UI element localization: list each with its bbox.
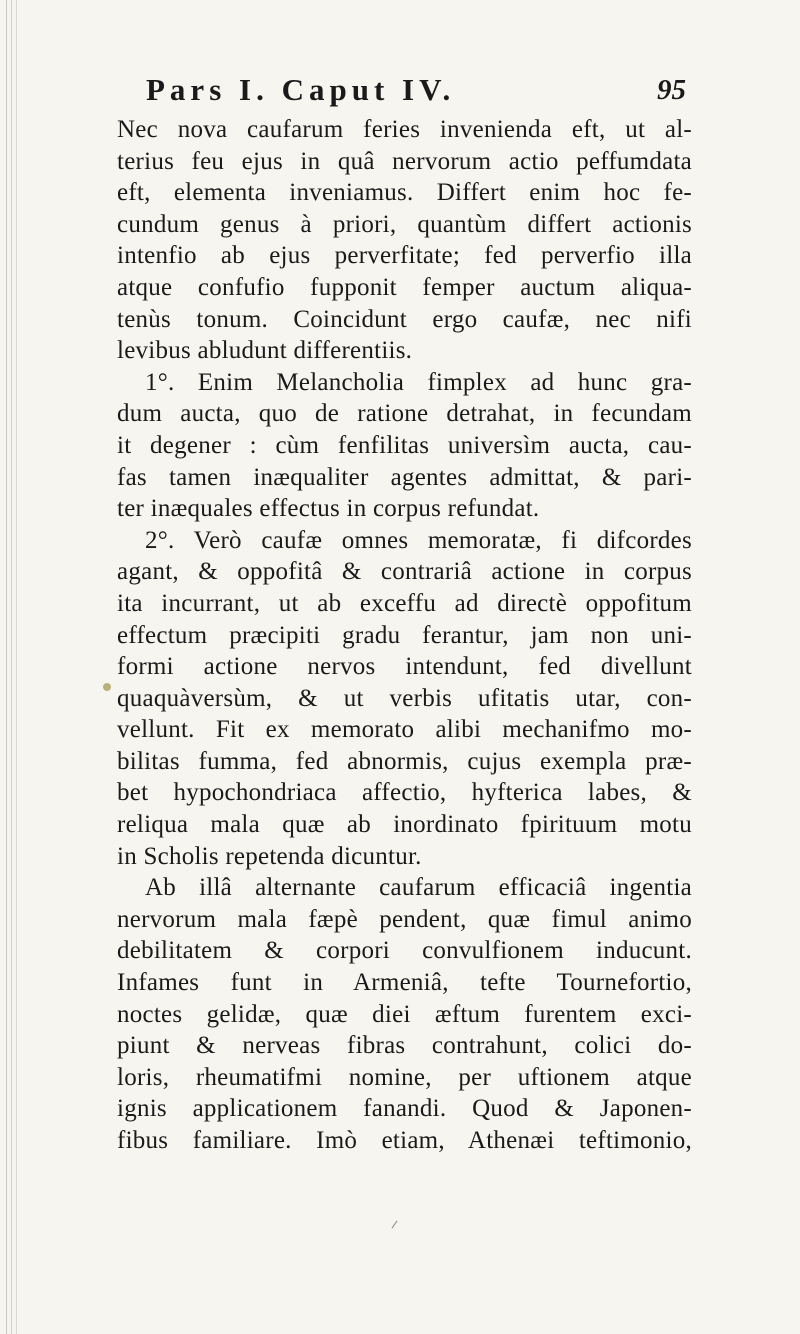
text-line: in Scholis repetenda dicuntur. — [117, 842, 422, 870]
text-line: piunt & nerveas fibras contrahunt, colici do- — [117, 1032, 692, 1060]
text-line: 1°. Enim Melancholia fimplex ad hunc gra- — [145, 368, 692, 396]
text-line: ita incurrant, ut ab exceffu ad directè oppofitum — [117, 589, 692, 617]
text-line: fibus familiare. Imò etiam, Athenæi teftimonio, — [117, 1127, 692, 1154]
text-line: bet hypochondriaca affectio, hyfterica labes, & — [117, 779, 692, 807]
text-line: bilitas fumma, fed abnormis, cujus exempla præ- — [117, 747, 692, 775]
text-line: 2°. Verò caufæ omnes memoratæ, fi difcordes — [145, 526, 692, 554]
text-line: Ab illâ alternante caufarum efficaciâ ingentia — [145, 874, 692, 902]
ink-stray-mark — [392, 1221, 398, 1229]
text-line: levibus abludunt differentiis. — [117, 337, 413, 365]
text-line: terius feu ejus in quâ nervorum actio peffumdata — [117, 147, 692, 175]
page-gutter-edge — [11, 0, 12, 1334]
page-gutter-edge — [16, 0, 17, 1334]
text-line: it degener : cùm fenfilitas universìm aucta, cau- — [117, 431, 692, 459]
text-line: atque confufio fupponit femper auctum aliqua- — [117, 273, 692, 301]
text-line: effectum præcipiti gradu ferantur, jam non uni- — [117, 621, 692, 649]
running-title: Pars I. Caput IV. — [146, 72, 456, 107]
text-line: nervorum mala fæpè pendent, quæ fimul animo — [117, 905, 692, 933]
text-line: agant, & oppofitâ & contrariâ actione in corpus — [117, 558, 692, 586]
text-line: eft, elementa inveniamus. Differt enim hoc fe- — [117, 179, 692, 207]
text-line: fas tamen inæqualiter agentes admittat, & pari- — [117, 463, 692, 491]
text-line: loris, rheumatifmi nomine, per uftionem atque — [117, 1063, 692, 1091]
text-line: Nec nova caufarum feries invenienda eft, ut al- — [117, 116, 692, 143]
text-line: cundum genus à priori, quantùm differt actionis — [117, 210, 692, 238]
text-line: intenfio ab ejus perverfitate; fed perverfio illa — [117, 242, 692, 270]
text-line: tenùs tonum. Coincidunt ergo caufæ, nec nifi — [117, 305, 692, 333]
text-line: noctes gelidæ, quæ diei æftum furentem exci- — [117, 1000, 692, 1028]
page-gutter-edge — [6, 0, 7, 1334]
text-line: Infames funt in Armeniâ, tefte Tournefortio, — [117, 969, 692, 997]
text-line: ter inæquales effectus in corpus refundat. — [117, 495, 540, 523]
page-header — [146, 72, 686, 112]
text-line: reliqua mala quæ ab inordinato fpirituum motu — [117, 811, 692, 839]
text-line: formi actione nervos intendunt, fed divellunt — [117, 653, 692, 681]
margin-ink-spot — [103, 683, 111, 691]
text-line: debilitatem & corpori convulfionem inducunt. — [117, 937, 692, 965]
body-text — [117, 114, 692, 1157]
text-line: vellunt. Fit ex memorato alibi mechanifmo mo- — [117, 716, 692, 744]
page-number: 95 — [657, 74, 686, 106]
text-line: ignis applicationem fanandi. Quod & Japonen- — [117, 1095, 692, 1123]
text-line: quaquàversùm, & ut verbis ufitatis utar, con- — [117, 684, 692, 712]
text-line: dum aucta, quo de ratione detrahat, in fecundam — [117, 400, 692, 428]
